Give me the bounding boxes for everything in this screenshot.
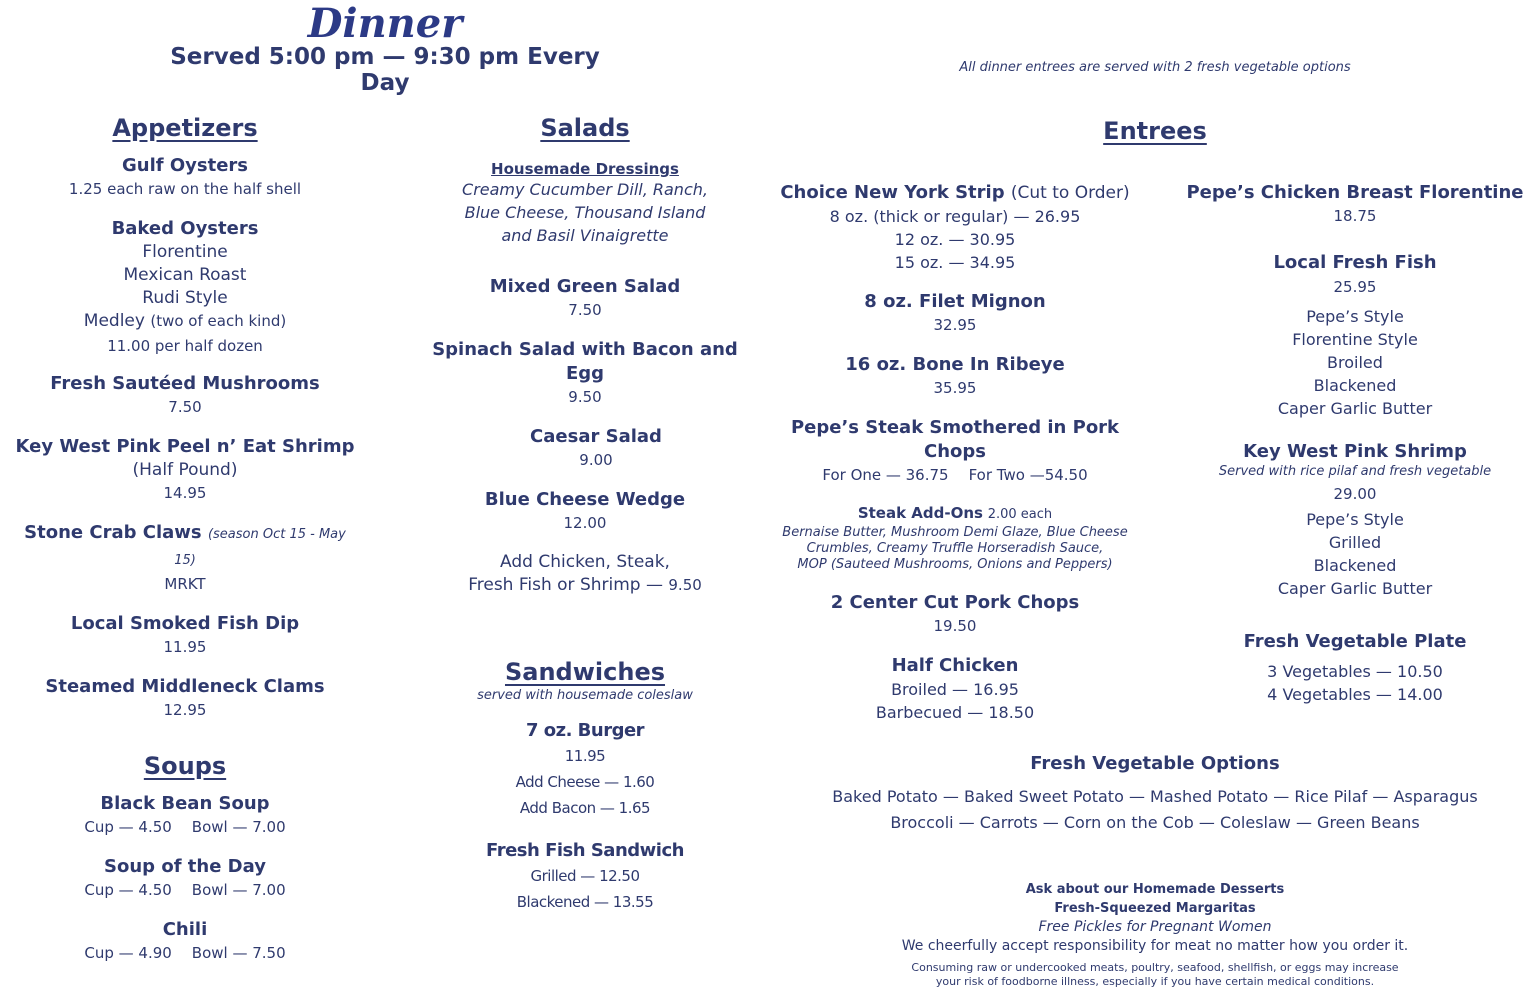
pork-chops-price: 19.50 <box>933 617 977 635</box>
filet-price: 32.95 <box>933 316 977 334</box>
medley-note: (two of each kind) <box>150 312 287 330</box>
item-caesar: Caesar Salad <box>530 426 662 447</box>
veg-plate-four: 4 Vegetables — 14.00 <box>1267 685 1443 704</box>
item-mushrooms: Fresh Sautéed Mushrooms <box>50 373 320 394</box>
veg-plate-three: 3 Vegetables — 10.50 <box>1267 662 1443 681</box>
soups-heading: Soups <box>143 752 227 780</box>
burger-price: 11.95 <box>564 747 606 765</box>
item-stone-crab: Stone Crab Claws <box>24 522 202 543</box>
pork-steak-two: For Two —54.50 <box>968 466 1088 484</box>
sandwiches-note: served with housemade coleslaw <box>477 688 693 703</box>
mushrooms-price: 7.50 <box>168 398 202 416</box>
addon-line: Bernaise Butter, Mushroom Demi Glaze, Blue Cheese <box>782 525 1128 540</box>
veg-options-heading: Fresh Vegetable Options <box>1030 753 1280 774</box>
item-clams: Steamed Middleneck Clams <box>45 676 325 697</box>
veg-options-line: Broccoli — Carrots — Corn on the Cob — Coleslaw — Green Beans <box>890 813 1420 832</box>
pink-shrimp-style: Pepe’s Style <box>1306 510 1404 529</box>
dressing-line: and Basil Vinaigrette <box>501 226 669 245</box>
half-chicken-broiled: Broiled — 16.95 <box>891 680 1019 699</box>
baked-oysters-price: 11.00 per half dozen <box>107 337 263 355</box>
sandwiches-section <box>415 658 755 915</box>
entrees-right-column <box>1185 181 1525 706</box>
item-steak-addons: Steak Add-Ons <box>857 504 983 522</box>
item-filet-mignon: 8 oz. Filet Mignon <box>864 291 1046 312</box>
item-gulf-oysters: Gulf Oysters <box>121 155 248 176</box>
salads-heading: Salads <box>540 114 630 142</box>
burger-add-bacon: Add Bacon — 1.65 <box>519 799 651 817</box>
item-blue-cheese-wedge: Blue Cheese Wedge <box>484 489 686 510</box>
addon-line: Crumbles, Creamy Truffle Horseradish Sauce, <box>806 541 1104 556</box>
sandwiches-heading: Sandwiches <box>504 658 666 686</box>
chili-cup: Cup — 4.90 <box>84 944 172 962</box>
service-hours: Served 5:00 pm — 9:30 pm Every Day <box>170 44 600 96</box>
black-bean-bowl: Bowl — 7.00 <box>191 818 286 836</box>
local-fish-style: Blackened <box>1313 376 1397 395</box>
caesar-price: 9.00 <box>579 451 613 469</box>
pickles-note: Free Pickles for Pregnant Women <box>1038 919 1272 935</box>
entrees-left-column <box>770 181 1140 724</box>
addon-line: MOP (Sauteed Mushrooms, Onions and Peppers) <box>797 557 1113 572</box>
item-steak-pork-chops: Pepe’s Steak Smothered in Pork Chops <box>790 417 1120 462</box>
half-chicken-bbq: Barbecued — 18.50 <box>875 703 1035 722</box>
item-chicken-florentine: Pepe’s Chicken Breast Florentine <box>1186 182 1524 203</box>
item-peel-eat-shrimp: Key West Pink Peel n’ Eat Shrimp <box>15 436 355 457</box>
dressing-line: Blue Cheese, Thousand Island <box>464 203 706 222</box>
appetizers-section <box>15 114 355 722</box>
local-fish-price: 25.95 <box>1333 278 1377 296</box>
mixed-green-price: 7.50 <box>568 301 602 319</box>
item-half-chicken: Half Chicken <box>891 655 1019 676</box>
margaritas-note: Fresh-Squeezed Margaritas <box>1054 901 1256 916</box>
gulf-oysters-detail: 1.25 each raw on the half shell <box>68 180 302 198</box>
black-bean-cup: Cup — 4.50 <box>84 818 172 836</box>
clams-price: 12.95 <box>163 701 207 719</box>
item-chili: Chili <box>162 919 208 940</box>
pink-shrimp-style: Blackened <box>1313 556 1397 575</box>
desserts-note: Ask about our Homemade Desserts <box>1025 882 1285 897</box>
strip-option: 8 oz. (thick or regular) — 26.95 <box>829 207 1081 226</box>
soups-section <box>15 752 355 965</box>
wedge-price: 12.00 <box>563 514 607 532</box>
baked-oyster-style: Mexican Roast <box>123 265 247 285</box>
burger-add-cheese: Add Cheese — 1.60 <box>515 773 655 791</box>
ribeye-price: 35.95 <box>933 379 977 397</box>
entrees-heading: Entrees <box>1103 117 1207 145</box>
footer-notes <box>855 880 1455 989</box>
baked-oyster-style: Rudi Style <box>142 288 228 308</box>
pink-shrimp-price: 29.00 <box>1333 485 1377 503</box>
fish-sandwich-grilled: Grilled — 12.50 <box>530 867 640 885</box>
shrimp-note: (Half Pound) <box>132 460 238 480</box>
strip-option: 15 oz. — 34.95 <box>894 253 1016 272</box>
item-local-fish: Local Fresh Fish <box>1273 252 1437 273</box>
strip-option: 12 oz. — 30.95 <box>894 230 1016 249</box>
appetizers-heading: Appetizers <box>112 114 258 142</box>
dressing-line: Creamy Cucumber Dill, Ranch, <box>462 180 708 199</box>
pork-steak-one: For One — 36.75 <box>822 466 949 484</box>
local-fish-style: Florentine Style <box>1292 330 1418 349</box>
pink-shrimp-style: Caper Garlic Butter <box>1277 579 1433 598</box>
veg-options-section <box>805 752 1505 836</box>
local-fish-style: Pepe’s Style <box>1306 307 1404 326</box>
item-spinach-salad: Spinach Salad with Bacon and Egg <box>432 339 738 384</box>
item-fish-sandwich: Fresh Fish Sandwich <box>486 840 684 861</box>
chili-bowl: Bowl — 7.50 <box>191 944 286 962</box>
item-baked-oysters: Baked Oysters <box>111 218 259 239</box>
item-soup-of-day: Soup of the Day <box>104 856 266 877</box>
item-burger: 7 oz. Burger <box>525 720 645 741</box>
item-black-bean-soup: Black Bean Soup <box>100 793 270 814</box>
item-mixed-green: Mixed Green Salad <box>489 276 681 297</box>
dressings-heading: Housemade Dressings <box>491 160 679 178</box>
stone-crab-season: (season Oct 15 - May 15) <box>174 527 346 568</box>
spinach-price: 9.50 <box>568 388 602 406</box>
shrimp-price: 14.95 <box>163 484 207 502</box>
pink-shrimp-style: Grilled <box>1328 533 1382 552</box>
addons-price: 2.00 each <box>987 507 1053 522</box>
item-pink-shrimp: Key West Pink Shrimp <box>1243 441 1467 462</box>
salad-add-price: 9.50 <box>668 576 702 594</box>
item-pork-chops: 2 Center Cut Pork Chops <box>830 592 1080 613</box>
menu-title: Dinner <box>307 0 463 47</box>
responsibility-note: We cheerfully accept responsibility for meat no matter how you order it. <box>901 938 1409 954</box>
baked-oyster-style: Florentine <box>142 242 228 262</box>
baked-oyster-medley: Medley <box>83 311 145 331</box>
stone-crab-price: MRKT <box>164 575 206 593</box>
item-veg-plate: Fresh Vegetable Plate <box>1243 631 1467 652</box>
entree-note: All dinner entrees are served with 2 fresh vegetable options <box>959 60 1351 75</box>
strip-note: (Cut to Order) <box>1010 183 1130 203</box>
item-ribeye: 16 oz. Bone In Ribeye <box>845 354 1065 375</box>
fish-sandwich-blackened: Blackened — 13.55 <box>516 893 654 911</box>
soup-day-cup: Cup — 4.50 <box>84 881 172 899</box>
local-fish-style: Caper Garlic Butter <box>1277 399 1433 418</box>
item-ny-strip: Choice New York Strip <box>780 182 1005 203</box>
soup-day-bowl: Bowl — 7.00 <box>191 881 286 899</box>
pink-shrimp-note: Served with rice pilaf and fresh vegetable <box>1218 464 1492 479</box>
salad-add-line: Add Chicken, Steak, <box>500 552 670 572</box>
salads-section <box>415 114 755 597</box>
item-fish-dip: Local Smoked Fish Dip <box>70 613 300 634</box>
local-fish-style: Broiled <box>1327 353 1383 372</box>
food-warning: your risk of foodborne illness, especially if you have certain medical conditions. <box>935 975 1375 988</box>
fish-dip-price: 11.95 <box>163 638 207 656</box>
veg-options-line: Baked Potato — Baked Sweet Potato — Mashed Potato — Rice Pilaf — Asparagus <box>832 787 1478 806</box>
florentine-price: 18.75 <box>1333 207 1377 225</box>
food-warning: Consuming raw or undercooked meats, poultry, seafood, shellfish, or eggs may increase <box>911 961 1399 974</box>
salad-add-line: Fresh Fish or Shrimp — <box>468 575 663 595</box>
